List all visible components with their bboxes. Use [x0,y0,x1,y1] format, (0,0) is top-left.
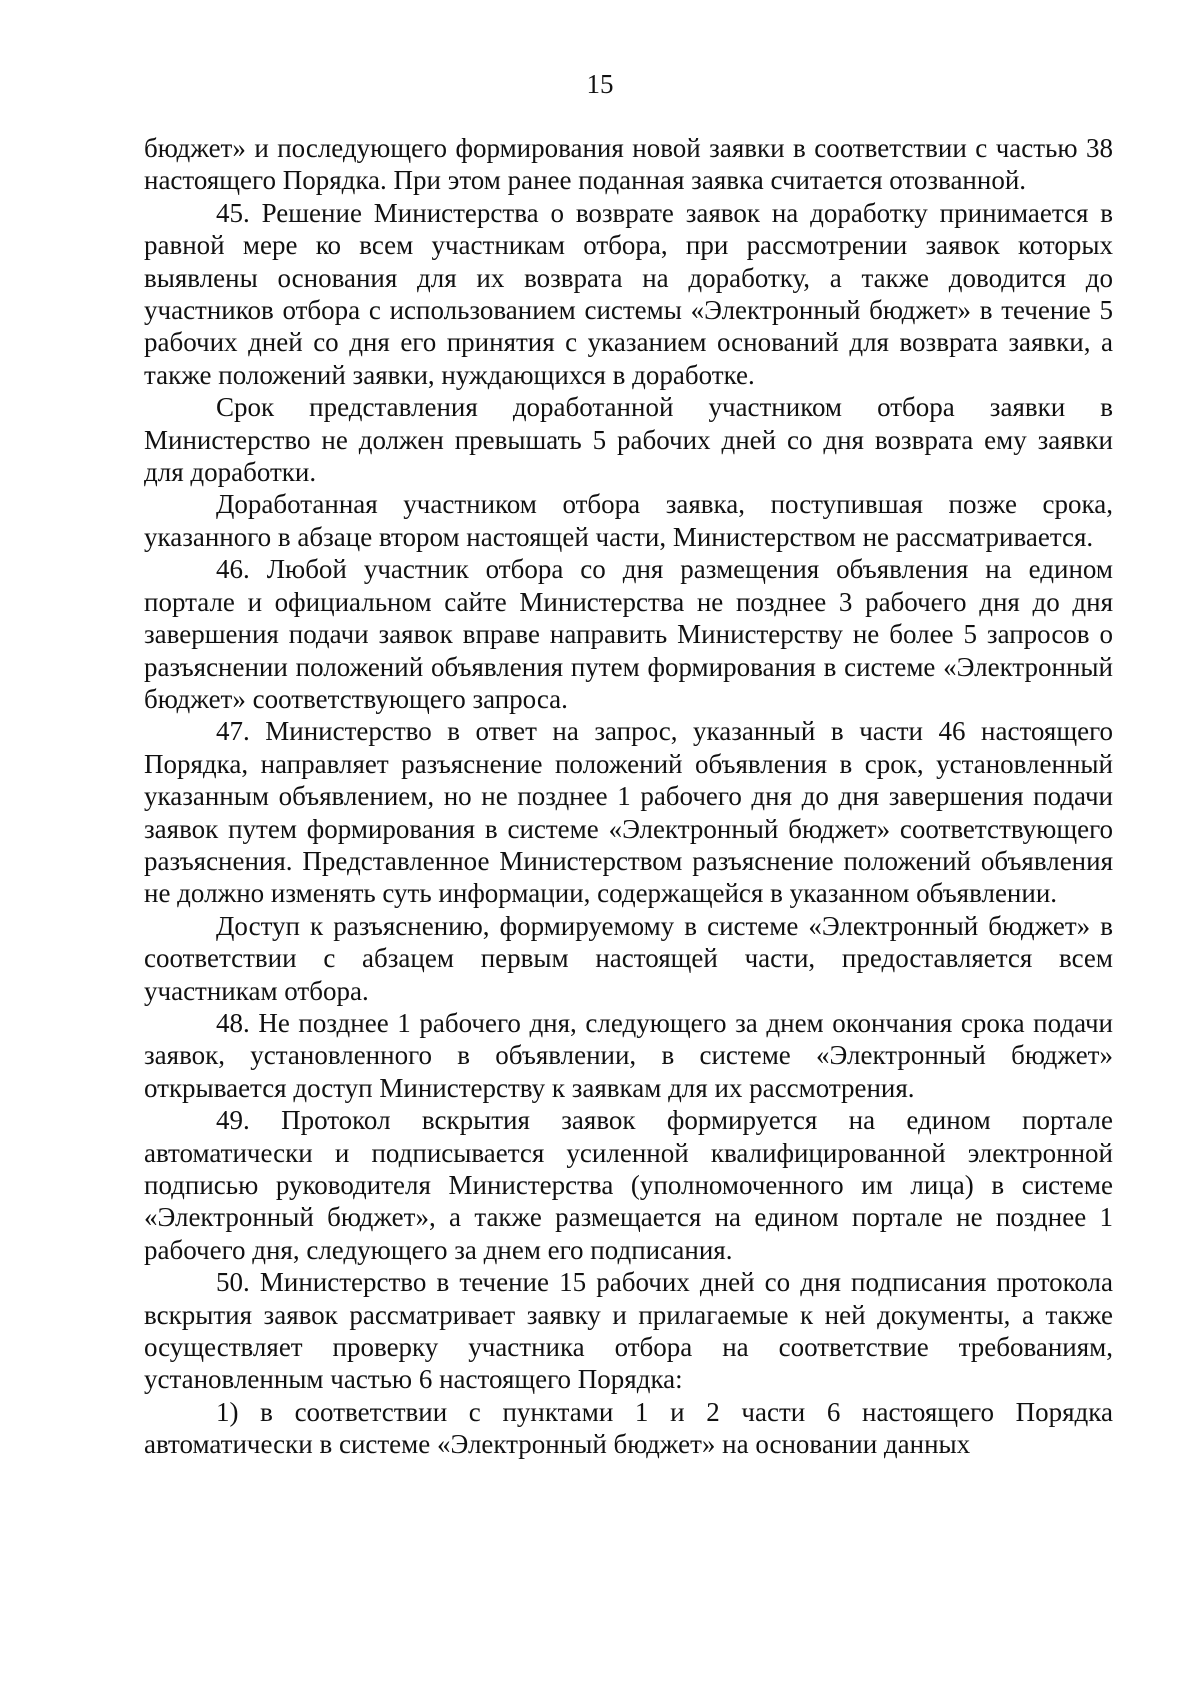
paragraph-45: 45. Решение Министерства о возврате заявок на доработку принимается в равной мере ко всем участникам отбора, при рассмотрении заявок которых выявлены основания для их возврата на доработку, а также доводится до участников отбора с использованием системы «Электронный бюджет» в течение 5 рабочих дней со дня его принятия с указанием оснований для возврата заявки, а также положений заявки, нуждающихся в доработке. [144,197,1113,390]
document-body [144,132,1113,1461]
paragraph-50-item-1: 1) в соответствии с пунктами 1 и 2 части 6 настоящего Порядка автоматически в системе «Электронный бюджет» на основании данных [144,1396,1113,1460]
page-number: 15 [586,69,614,99]
paragraph-47-access: Доступ к разъяснению, формируемому в системе «Электронный бюджет» в соответствии с абзацем первым настоящей части, предоставляется всем участникам отбора. [144,910,1113,1006]
paragraph-continuation: бюджет» и последующего формирования новой заявки в соответствии с частью 38 настоящего Порядка. При этом ранее поданная заявка считается отозванной. [144,133,1113,196]
paragraph-45-late: Доработанная участником отбора заявка, поступившая позже срока, указанного в абзаце втором настоящей части, Министерством не рассматривается. [144,489,1113,552]
paragraph-49: 49. Протокол вскрытия заявок формируется на едином портале автоматически и подписывается усиленной квалифицированной электронной подписью руководителя Министерства (уполномоченного им лица) в системе «Электронный бюджет», а также размещается на едином портале не позднее 1 рабочего дня, следующего за днем его подписания. [144,1105,1113,1265]
paragraph-48: 48. Не позднее 1 рабочего дня, следующего за днем окончания срока подачи заявок, установленного в объявлении, в системе «Электронный бюджет» открывается доступ Министерству к заявкам для их рассмотрения. [144,1007,1113,1103]
paragraph-50: 50. Министерство в течение 15 рабочих дней со дня подписания протокола вскрытия заявок рассматривает заявку и прилагаемые к ней документы, а также осуществляет проверку участника отбора на соответствие требованиям, установленным частью 6 настоящего Порядка: [144,1267,1113,1395]
paragraph-45-deadline: Срок представления доработанной участником отбора заявки в Министерство не должен превышать 5 рабочих дней со дня возврата ему заявки для доработки. [144,392,1113,488]
paragraph-46: 46. Любой участник отбора со дня размещения объявления на едином портале и официальном сайте Министерства не позднее 3 рабочего дня до дня завершения подачи заявок вправе направить Министерству не более 5 запросов о разъяснении положений объявления путем формирования в системе «Электронный бюджет» соответствующего запроса. [144,554,1113,714]
paragraph-47: 47. Министерство в ответ на запрос, указанный в части 46 настоящего Порядка, направляет разъяснение положений объявления в срок, установленный указанным объявлением, но не позднее 1 рабочего дня до дня завершения подачи заявок путем формирования в системе «Электронный бюджет» соответствующего разъяснения. Представленное Министерством разъяснение положений объявления не должно изменять суть информации, содержащейся в указанном объявлении. [144,716,1113,909]
